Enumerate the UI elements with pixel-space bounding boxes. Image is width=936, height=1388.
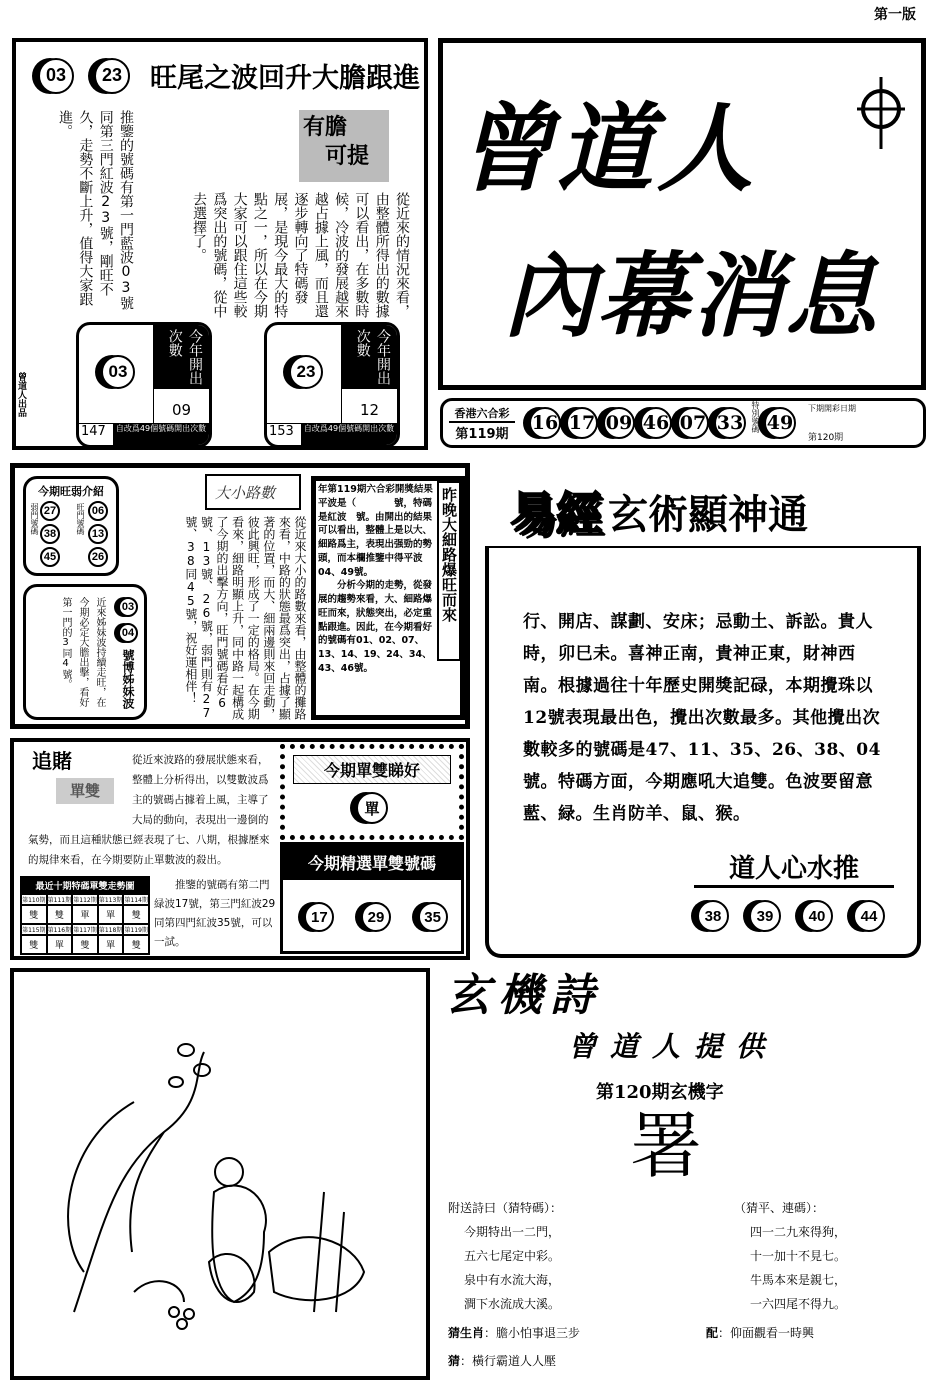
side-credit: 曾道人出品 bbox=[16, 372, 27, 417]
illustration-box bbox=[10, 968, 430, 1380]
pair-clue: ：仰面觀看一時興 bbox=[718, 1326, 815, 1340]
sister-text: 近來姊妹波持續走旺，在今期必定大膽出擊，看好第一門的3同4號。 bbox=[60, 597, 105, 707]
masthead bbox=[438, 38, 926, 390]
yijing-title bbox=[510, 478, 808, 544]
yijing-text: 行、開店、謀劃、安床；忌動土、訴訟。貴人時，卯巳未。喜神正南，貴神正東，財神西南。根據過往十年歷史開獎記碌，本期攪珠以12號表現最出色，攪出次數最多。其他攪出次數較多的號碼是47、11、35、26、38、04號。特碼方面，今期應吼大追雙。色波要留意藍、緑。生肖防羊、鼠、猴。 bbox=[523, 612, 881, 824]
size-road-image: 大小路數 bbox=[205, 474, 301, 510]
value-cell: 單 bbox=[98, 905, 124, 924]
next-draw-label: 下期開彩日期 bbox=[808, 404, 856, 413]
result-ball: 16 bbox=[529, 407, 561, 439]
weak-ball: 45 bbox=[40, 547, 60, 567]
select-title: 今期精選單雙號碼 bbox=[283, 845, 461, 880]
masthead-title-1: 曾道人 bbox=[457, 92, 757, 205]
period-cell: 第117期 bbox=[72, 924, 98, 935]
period-cell: 第119期 bbox=[123, 924, 149, 935]
pick-ball: 單 bbox=[356, 792, 388, 824]
stat-label: 今年開出次數 bbox=[153, 325, 209, 389]
trend-table-title: 最近十期特碼單雙走勢圖 bbox=[21, 877, 149, 894]
period-cell: 第116期 bbox=[47, 924, 73, 935]
value-cell: 雙 bbox=[72, 935, 98, 954]
badge-line: 可提 bbox=[325, 143, 370, 169]
article-body: 從近來的情況來看，由整體所得出的數據可以看出，在多數時候，冷波的發展越來越占據上風，而且還逐步轉向了特碼發展，是現今最大的特點之一，所以在今期大家可以跟住這些較爲突出的號碼，從中去選擇了。 bbox=[191, 192, 410, 318]
stat-card-03 bbox=[76, 322, 212, 448]
masthead-title-2: 內幕消息 bbox=[503, 242, 880, 350]
yijing-box bbox=[485, 546, 921, 958]
period-cell: 第114期 bbox=[123, 894, 149, 905]
chase-title: 追賭 bbox=[32, 749, 72, 773]
headline: 旺尾之波回升大膽跟進 bbox=[150, 63, 420, 94]
last-night-p2: 分析今期的走勢，從發展的趨勢來看，大、細路爆旺而來，狀態突出，必定重點跟進。因此，在今期看好的號碼有01、02、07、13、14、19、24、34、43、46號。 bbox=[318, 580, 433, 674]
poem-line: 泉中有水流大海， bbox=[464, 1273, 561, 1287]
yijing-title-b: 玄術顯神通 bbox=[608, 491, 808, 538]
ball: 03 bbox=[101, 355, 135, 389]
last-night-heading: 昨晚大細路爆旺而來 bbox=[437, 481, 461, 661]
sister-label: 號博姊妹波 bbox=[121, 649, 135, 709]
poem-line: 澗下水流成大溪。 bbox=[464, 1297, 561, 1311]
odd-even-pick-box bbox=[280, 744, 464, 840]
poem-right bbox=[734, 1196, 846, 1316]
value-cell: 雙 bbox=[21, 905, 47, 924]
result-ball: 33 bbox=[714, 407, 746, 439]
odd-even-article bbox=[10, 738, 470, 960]
select-ball: 17 bbox=[304, 902, 334, 932]
result-ball: 17 bbox=[566, 407, 598, 439]
poem-left-head: 附送詩曰（猜特碼）： bbox=[448, 1201, 563, 1215]
stat-count: 12 bbox=[341, 389, 397, 423]
weak-label: 弱門號碼 bbox=[30, 503, 39, 535]
zodiac-guess bbox=[448, 1324, 580, 1341]
odd-even-graphic: 單雙 bbox=[56, 778, 114, 804]
signature: 道人心水推 bbox=[694, 848, 894, 888]
mystery-character: 署 bbox=[630, 1104, 703, 1188]
poem-line: 十一加十不見七。 bbox=[750, 1249, 847, 1263]
poem-line: 今期特出一二門， bbox=[464, 1225, 561, 1239]
pair-guess bbox=[706, 1324, 814, 1341]
poem-left bbox=[448, 1196, 562, 1316]
value-cell: 單 bbox=[98, 935, 124, 954]
draw-period: 第119期 bbox=[455, 426, 509, 442]
period-cell: 第112期 bbox=[72, 894, 98, 905]
hot-tail-article bbox=[12, 38, 428, 450]
value-cell: 單 bbox=[47, 935, 73, 954]
strong-ball: 06 bbox=[88, 501, 108, 521]
pick-ball: 38 bbox=[697, 900, 729, 932]
next-period: 第120期 bbox=[808, 433, 844, 443]
result-ball: 46 bbox=[640, 407, 672, 439]
final-guess bbox=[448, 1352, 556, 1369]
period-cell: 第110期 bbox=[21, 894, 47, 905]
period-cell: 第113期 bbox=[98, 894, 124, 905]
period-cell: 第111期 bbox=[47, 894, 73, 905]
bold-badge bbox=[299, 110, 389, 182]
guess-clue: ：橫行霸道人人壓 bbox=[460, 1354, 557, 1368]
edition-label: 第一版 bbox=[874, 7, 916, 23]
stat-note: 自改爲49個號碼開出次數 bbox=[113, 424, 209, 445]
select-ball: 35 bbox=[418, 902, 448, 932]
select-ball: 29 bbox=[361, 902, 391, 932]
article-recommend: 推鑒的號碼有第一門藍波03號同第三門紅波23號，剛旺不久，走勢不斷上升，值得大家跟進。 bbox=[57, 110, 134, 310]
weak-ball: 27 bbox=[40, 501, 60, 521]
stat-total: 147 bbox=[81, 424, 106, 439]
chase-text: 從近來波路的發展狀態來看，整體上分析得出，以雙數波爲主的號碼占據着上風，主導了大局的動向，表現出一邊倒的氣勢，而且這種狀態已經表現了七、八期，根據歷來的規律來看，在今期要防止單數波的殺出。 bbox=[28, 754, 270, 866]
ball: 03 bbox=[38, 58, 74, 94]
stat-note: 自改爲49個號碼開出次數 bbox=[301, 424, 397, 445]
badge-line: 有膽 bbox=[303, 115, 348, 140]
sister-ball: 04 bbox=[118, 623, 138, 643]
stat-label: 今年開出次數 bbox=[341, 325, 397, 389]
pick-title: 今期單雙睇好 bbox=[293, 755, 451, 784]
value-cell: 單 bbox=[72, 905, 98, 924]
chase-heading bbox=[28, 750, 132, 830]
trend-table bbox=[20, 876, 150, 955]
sister-ball: 03 bbox=[118, 597, 138, 617]
strong-ball: 13 bbox=[88, 524, 108, 544]
pick-ball: 44 bbox=[853, 900, 885, 932]
stat-card-23 bbox=[264, 322, 400, 448]
selected-numbers-box bbox=[280, 842, 464, 954]
chase-recommend: 推鑒的號碼有第二門緑波17號，第三門紅波29同第四門紅波35號，可以一試。 bbox=[154, 879, 276, 948]
poem-title: 玄機詩 bbox=[446, 970, 602, 1021]
poem-line: 五六七尾定中彩。 bbox=[464, 1249, 561, 1263]
size-road-text: 從近來大小的路數來看，由整體的攤路來看，中路的狀態最爲突出，占據了顯著的位置，而大、細兩邊則來回走動，彼此興旺，形成了一定的格局。在今期看來，細路明顯上升，同中路一起構成了今期的出擊方向，旺門號碼看好6號、13號、26號，弱門則有27號、38同45號，祝好運相伴！ bbox=[183, 516, 307, 720]
zodiac-clue: ：膽小怕事退三步 bbox=[484, 1326, 581, 1340]
last-night-p1: 年第119期六合彩開獎結果平波是（ 號，特碼是紅波 號。由開出的結果可以看出，整體上是以大、細路爲主，表現出强勁的勢頭，而本欄推鑒中得平波04、49號。 bbox=[318, 484, 433, 578]
stat-count: 09 bbox=[153, 389, 209, 423]
period-cell: 第118期 bbox=[98, 924, 124, 935]
poem-line: 四一二九來得狗， bbox=[750, 1225, 847, 1239]
value-cell: 雙 bbox=[123, 935, 149, 954]
sister-wave-box bbox=[23, 584, 147, 720]
result-ball: 07 bbox=[677, 407, 709, 439]
chase-block bbox=[28, 750, 276, 870]
hot-cold-intro bbox=[23, 476, 119, 576]
pair-label: 配 bbox=[706, 1326, 719, 1340]
result-ball: 09 bbox=[603, 407, 635, 439]
pick-ball: 40 bbox=[801, 900, 833, 932]
weak-ball: 38 bbox=[40, 524, 60, 544]
ball: 23 bbox=[94, 58, 130, 94]
special-ball: 49 bbox=[764, 407, 796, 439]
intro-title: 今期旺弱介紹 bbox=[38, 485, 104, 498]
yijing-title-a: 易經 bbox=[510, 487, 602, 541]
pick-ball: 39 bbox=[749, 900, 781, 932]
poem-right-head: （猜平、連碼）： bbox=[734, 1201, 825, 1215]
poem-line: 一六四尾不得九。 bbox=[750, 1297, 847, 1311]
value-cell: 雙 bbox=[47, 905, 73, 924]
poem-line: 牛馬本來是親七， bbox=[750, 1273, 847, 1287]
lottery-name: 香港六合彩 bbox=[449, 405, 515, 423]
poem-period: 第120期玄機字 bbox=[596, 1082, 724, 1103]
value-cell: 雙 bbox=[123, 905, 149, 924]
special-label: 特別號碼 bbox=[751, 401, 760, 433]
draw-results-bar bbox=[440, 398, 926, 448]
period-cell: 第115期 bbox=[21, 924, 47, 935]
poem-provider: 曾道人提供 bbox=[568, 1030, 779, 1063]
monkey-illustration bbox=[14, 972, 426, 1376]
zodiac-label: 猜生肖 bbox=[448, 1326, 485, 1340]
size-road-article bbox=[10, 463, 470, 729]
last-night-panel bbox=[311, 476, 465, 720]
strong-ball: 26 bbox=[88, 547, 108, 567]
stat-total: 153 bbox=[269, 424, 294, 439]
value-cell: 雙 bbox=[21, 935, 47, 954]
logo-emblem-icon bbox=[853, 73, 909, 153]
guess-label: 猜 bbox=[448, 1354, 461, 1368]
ball: 23 bbox=[289, 355, 323, 389]
strong-label: 旺門號碼 bbox=[76, 503, 85, 535]
